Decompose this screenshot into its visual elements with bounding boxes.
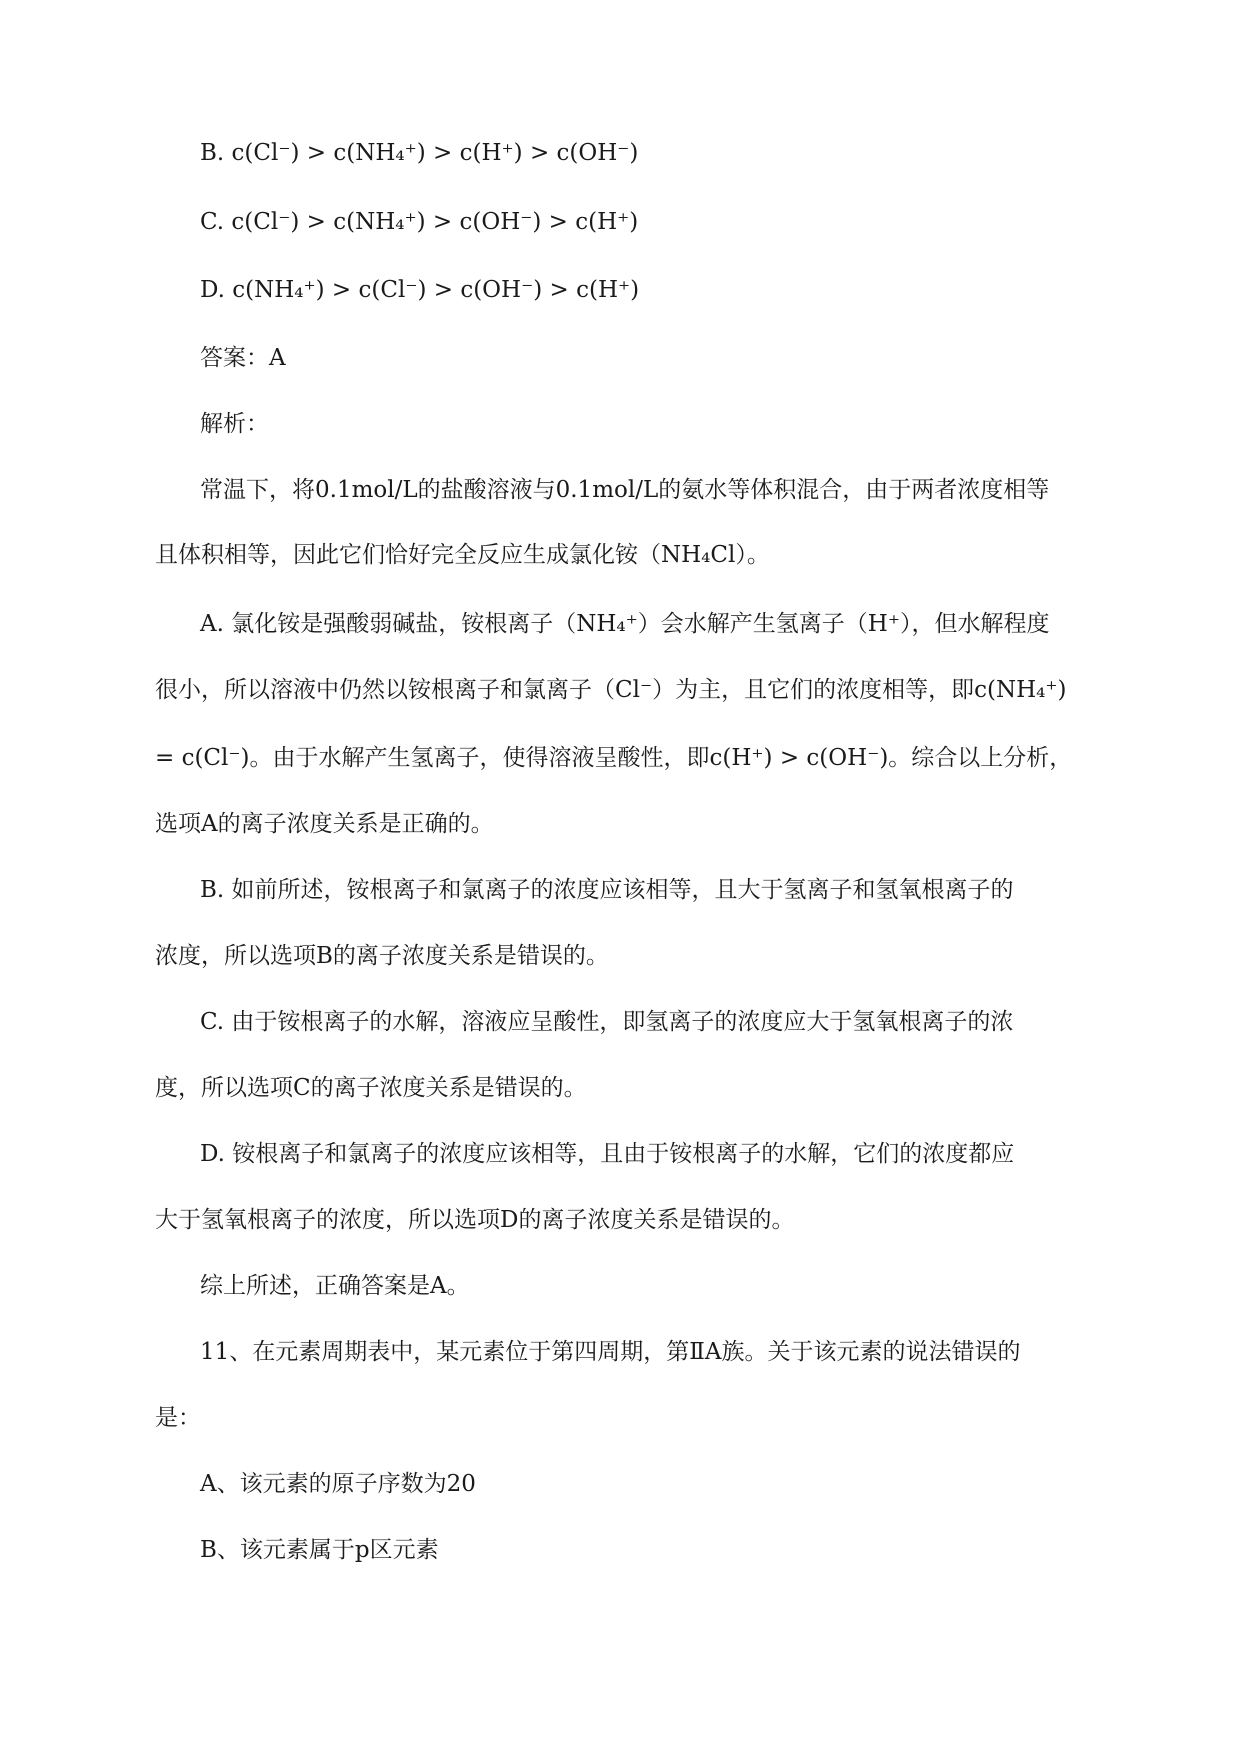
paragraph-4-line-1: C. 由于铵根离子的水解，溶液应呈酸性，即氢离子的浓度应大于氢氧根离子的浓 xyxy=(200,1009,1014,1035)
answer-line: 答案：A xyxy=(200,345,286,371)
question-11-option-a: A、该元素的原子序数为20 xyxy=(200,1471,476,1497)
question-11-line-2: 是： xyxy=(155,1405,201,1431)
paragraph-2-line-1: A. 氯化铵是强酸弱碱盐，铵根离子（NH₄⁺）会水解产生氢离子（H⁺），但水解程度 xyxy=(200,611,1050,637)
paragraph-5-line-1: D. 铵根离子和氯离子的浓度应该相等，且由于铵根离子的水解，它们的浓度都应 xyxy=(200,1141,1015,1167)
option-b-line: B. c(Cl⁻) > c(NH₄⁺) > c(H⁺) > c(OH⁻) xyxy=(200,140,639,166)
paragraph-3-line-2: 浓度，所以选项B的离子浓度关系是错误的。 xyxy=(155,943,609,969)
paragraph-3-line-1: B. 如前所述，铵根离子和氯离子的浓度应该相等，且大于氢离子和氢氧根离子的 xyxy=(200,877,1014,903)
analysis-heading: 解析： xyxy=(200,411,269,437)
paragraph-1-line-1: 常温下，将0.1mol/L的盐酸溶液与0.1mol/L的氨水等体积混合，由于两者浓度相等 xyxy=(200,477,1050,503)
paragraph-2-line-3: = c(Cl⁻)。由于水解产生氢离子，使得溶液呈酸性，即c(H⁺) > c(OH⁻)。综合以上分析， xyxy=(155,745,1073,771)
question-11-line-1: 11、在元素周期表中，某元素位于第四周期，第ⅡA族。关于该元素的说法错误的 xyxy=(200,1339,1021,1365)
paragraph-5-line-2: 大于氢氧根离子的浓度，所以选项D的离子浓度关系是错误的。 xyxy=(155,1207,795,1233)
option-d-line: D. c(NH₄⁺) > c(Cl⁻) > c(OH⁻) > c(H⁺) xyxy=(200,277,640,303)
paragraph-4-line-2: 度，所以选项C的离子浓度关系是错误的。 xyxy=(155,1075,587,1101)
paragraph-2-line-4: 选项A的离子浓度关系是正确的。 xyxy=(155,811,494,837)
paragraph-1-line-2: 且体积相等，因此它们恰好完全反应生成氯化铵（NH₄Cl）。 xyxy=(155,542,770,568)
option-c-line: C. c(Cl⁻) > c(NH₄⁺) > c(OH⁻) > c(H⁺) xyxy=(200,209,639,235)
paragraph-2-line-2: 很小，所以溶液中仍然以铵根离子和氯离子（Cl⁻）为主，且它们的浓度相等，即c(NH₄⁺) xyxy=(155,677,1067,703)
summary-line: 综上所述，正确答案是A。 xyxy=(200,1273,470,1299)
question-11-option-b: B、该元素属于p区元素 xyxy=(200,1537,439,1563)
